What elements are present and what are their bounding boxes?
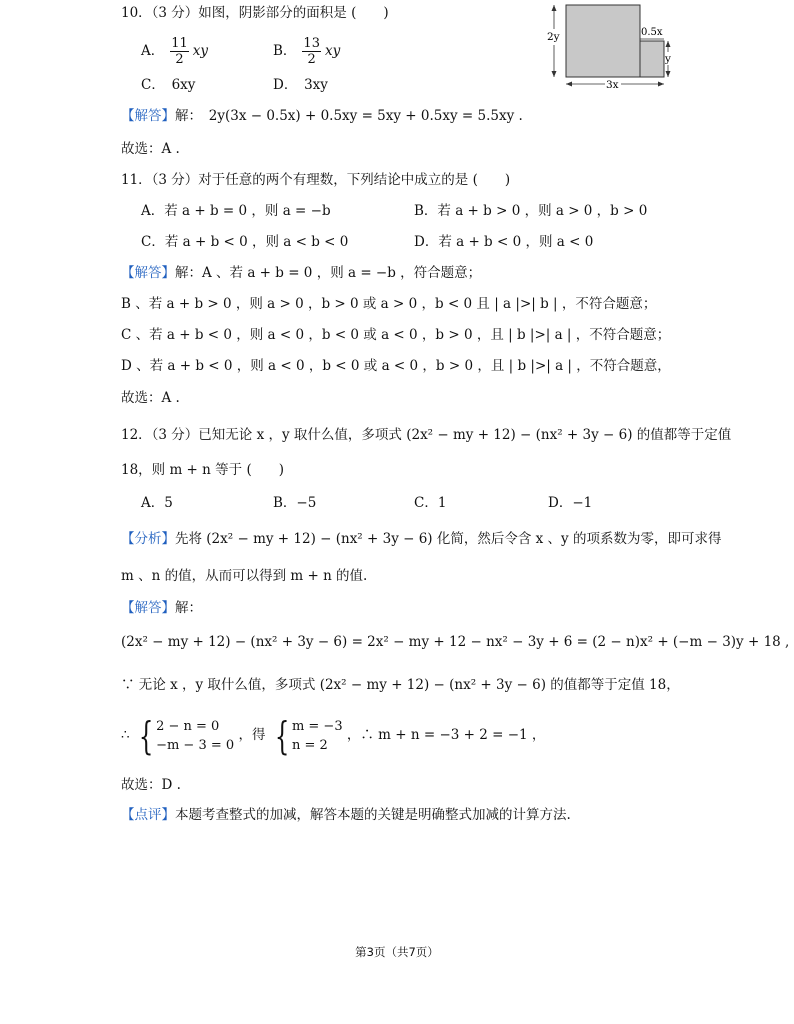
- q10-choice: 故选：A .: [121, 141, 180, 157]
- q11-answer-text-1: 解：A 、若 a + b = 0 ，则 a = −b ，符合题意；: [175, 265, 482, 281]
- q10-option-a-denominator: 2: [175, 52, 184, 67]
- system-1-lines: [156, 717, 234, 755]
- q12-analysis-text-1: 先将 (2x² − my + 12) − (nx² + 3y − 6) 化简，然后令含 x 、y 的项系数为零，即可求得: [175, 531, 722, 547]
- q10-option-a-fraction: [170, 36, 189, 67]
- result-text: ，∴ m + n = −3 + 2 = −1 ，: [346, 727, 546, 743]
- page-footer: 第3页（共7页）: [355, 945, 439, 959]
- q12-stem-line2: 18，则 m + n 等于 ( ): [121, 462, 284, 478]
- figure-arrowhead: [566, 82, 572, 87]
- q12-because: ∵ 无论 x ，y 取什么值，多项式 (2x² − my + 12) − (nx² + 3y − 6) 的值都等于定值 18，: [121, 677, 680, 693]
- figure-arrowhead: [666, 71, 671, 77]
- figure-label-3x: 3x: [606, 79, 619, 90]
- q10-option-b-numerator: 13: [303, 36, 320, 51]
- q11-option-d: D．若 a + b < 0 ，则 a < 0: [414, 234, 594, 250]
- q12-answer-head: [121, 599, 202, 617]
- q11-answer-line2: B 、若 a + b > 0 ，则 a > 0 ，b > 0 或 a > 0 ，b < 0 且 | a |>| b | ，不符合题意；: [121, 296, 657, 312]
- answer-tag: 【解答】: [121, 108, 175, 124]
- left-brace-icon: {: [138, 713, 154, 758]
- q12-comment-text: 本题考查整式的加减，解答本题的关键是明确整式加减的计算方法.: [175, 807, 571, 823]
- q10-option-b-fraction: [302, 36, 321, 67]
- figure-arrowhead: [658, 82, 664, 87]
- q10-stem: 10．（3 分）如图，阴影部分的面积是 ( ): [121, 5, 389, 21]
- q11-choice: 故选：A .: [121, 390, 180, 406]
- equation-system-2: [270, 713, 343, 758]
- figure-label-y: y: [665, 53, 671, 65]
- q11-option-a: A．若 a + b = 0 ，则 a = −b: [141, 203, 331, 219]
- q11-answer-line4: D 、若 a + b < 0 ，则 a < 0 ，b < 0 或 a < 0 ，b > 0 ，且 | b |>| a | ，不符合题意，: [121, 358, 671, 374]
- system-1-eq-2: −m − 3 = 0: [156, 737, 235, 753]
- figure-small-rect: [640, 41, 664, 77]
- figure-arrowhead: [552, 5, 557, 11]
- q12-expansion: (2x² − my + 12) − (nx² + 3y − 6) = 2x² − my + 12 − nx² − 3y + 6 = (2 − n)x² + (−m − 3)y + 18 ,: [121, 634, 790, 650]
- system-2-eq-2: n = 2: [291, 737, 328, 753]
- figure-large-rect: [566, 5, 640, 77]
- q12-option-c: C．1: [414, 495, 447, 511]
- figure-arrowhead: [666, 41, 671, 47]
- q12-choice: 故选：D .: [121, 777, 181, 793]
- q10-option-c: C． 6xy: [141, 77, 196, 93]
- q12-solution-line: [121, 714, 545, 756]
- q10-option-b-denominator: 2: [307, 52, 316, 67]
- q12-option-a: A．5: [141, 495, 173, 511]
- q12-answer-head-text: 解：: [175, 600, 202, 616]
- analysis-tag: 【分析】: [121, 531, 175, 547]
- q11-answer-line3: C 、若 a + b < 0 ，则 a < 0 ，b < 0 或 a < 0 ，b > 0 ，且 | b |>| a | ，不符合题意；: [121, 327, 671, 343]
- q10-answer-text: 解： 2y(3x − 0.5x) + 0.5xy = 5xy + 0.5xy = 5.5xy .: [175, 108, 523, 124]
- system-2-eq-1: m = −3: [291, 718, 343, 734]
- figure-label-05x: 0.5x: [641, 27, 663, 38]
- q10-option-b: [273, 34, 340, 68]
- q11-answer-line1: [121, 264, 481, 282]
- therefore-symbol: ∴: [121, 727, 130, 743]
- q12-analysis-line2: m 、n 的值，从而可以得到 m + n 的值.: [121, 568, 368, 584]
- figure-arrowhead: [552, 71, 557, 77]
- answer-tag: 【解答】: [121, 265, 175, 281]
- q10-answer: [121, 107, 523, 125]
- q12-option-d: D．−1: [548, 495, 593, 511]
- get-text: ，得: [238, 727, 266, 743]
- q10-figure: [544, 2, 680, 90]
- q10-option-a-var: xy: [192, 43, 209, 59]
- q10-option-d: D． 3xy: [273, 77, 328, 93]
- q12-comment: [121, 806, 571, 824]
- answer-tag: 【解答】: [121, 600, 175, 616]
- left-brace-icon: {: [274, 713, 290, 758]
- q10-option-b-label: B．: [273, 43, 297, 59]
- q10-option-b-var: xy: [324, 43, 341, 59]
- q12-stem-line1: 12．（3 分）已知无论 x ，y 取什么值，多项式 (2x² − my + 12) − (nx² + 3y − 6) 的值都等于定值: [121, 427, 732, 443]
- system-2-lines: [292, 717, 343, 755]
- q11-option-c: C．若 a + b < 0 ，则 a < b < 0: [141, 234, 349, 250]
- q10-option-a: [141, 34, 208, 68]
- q10-option-a-label: A．: [141, 43, 165, 59]
- comment-tag: 【点评】: [121, 807, 175, 823]
- q12-analysis-line1: [121, 530, 721, 548]
- q12-option-b: B．−5: [273, 495, 317, 511]
- equation-system-1: [134, 713, 235, 758]
- figure-label-2y: 2y: [547, 31, 560, 43]
- q11-option-b: B．若 a + b > 0 ，则 a > 0 ，b > 0: [414, 203, 648, 219]
- q10-option-a-numerator: 11: [171, 36, 188, 51]
- system-1-eq-1: 2 − n = 0: [156, 718, 220, 734]
- q11-stem: 11．（3 分）对于任意的两个有理数，下列结论中成立的是 ( ): [121, 172, 511, 188]
